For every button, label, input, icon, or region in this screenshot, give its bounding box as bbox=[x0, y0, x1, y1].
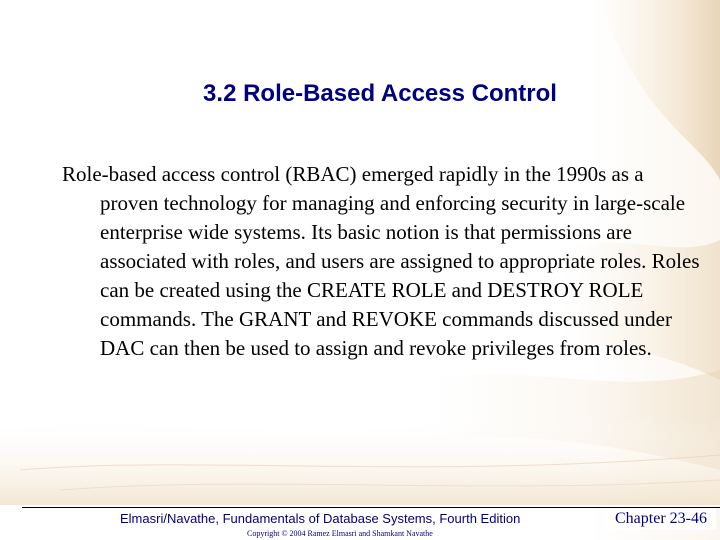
slide-title: 3.2 Role-Based Access Control bbox=[203, 80, 557, 107]
chapter-page-label: Chapter 23-46 bbox=[615, 510, 707, 527]
slide-body-paragraph: Role-based access control (RBAC) emerged rapidly in the 1990s as a proven technology for managing and enforcing security in large-scale enterprise wide systems. Its basic notion is that permissions are associated with roles, and users are assigned to appropriate roles. Roles can be created using the CREATE ROLE and DESTROY ROLE commands. The GRANT and REVOKE commands discussed under DAC can then be used to assign and revoke privileges from roles. bbox=[62, 162, 700, 360]
footer-book-citation: Elmasri/Navathe, Fundamentals of Database Systems, Fourth Edition bbox=[120, 511, 521, 526]
footer-copyright: Copyright © 2004 Ramez Elmasri and Shamkant Navathe bbox=[247, 529, 433, 538]
chapter-page-box bbox=[606, 508, 716, 530]
